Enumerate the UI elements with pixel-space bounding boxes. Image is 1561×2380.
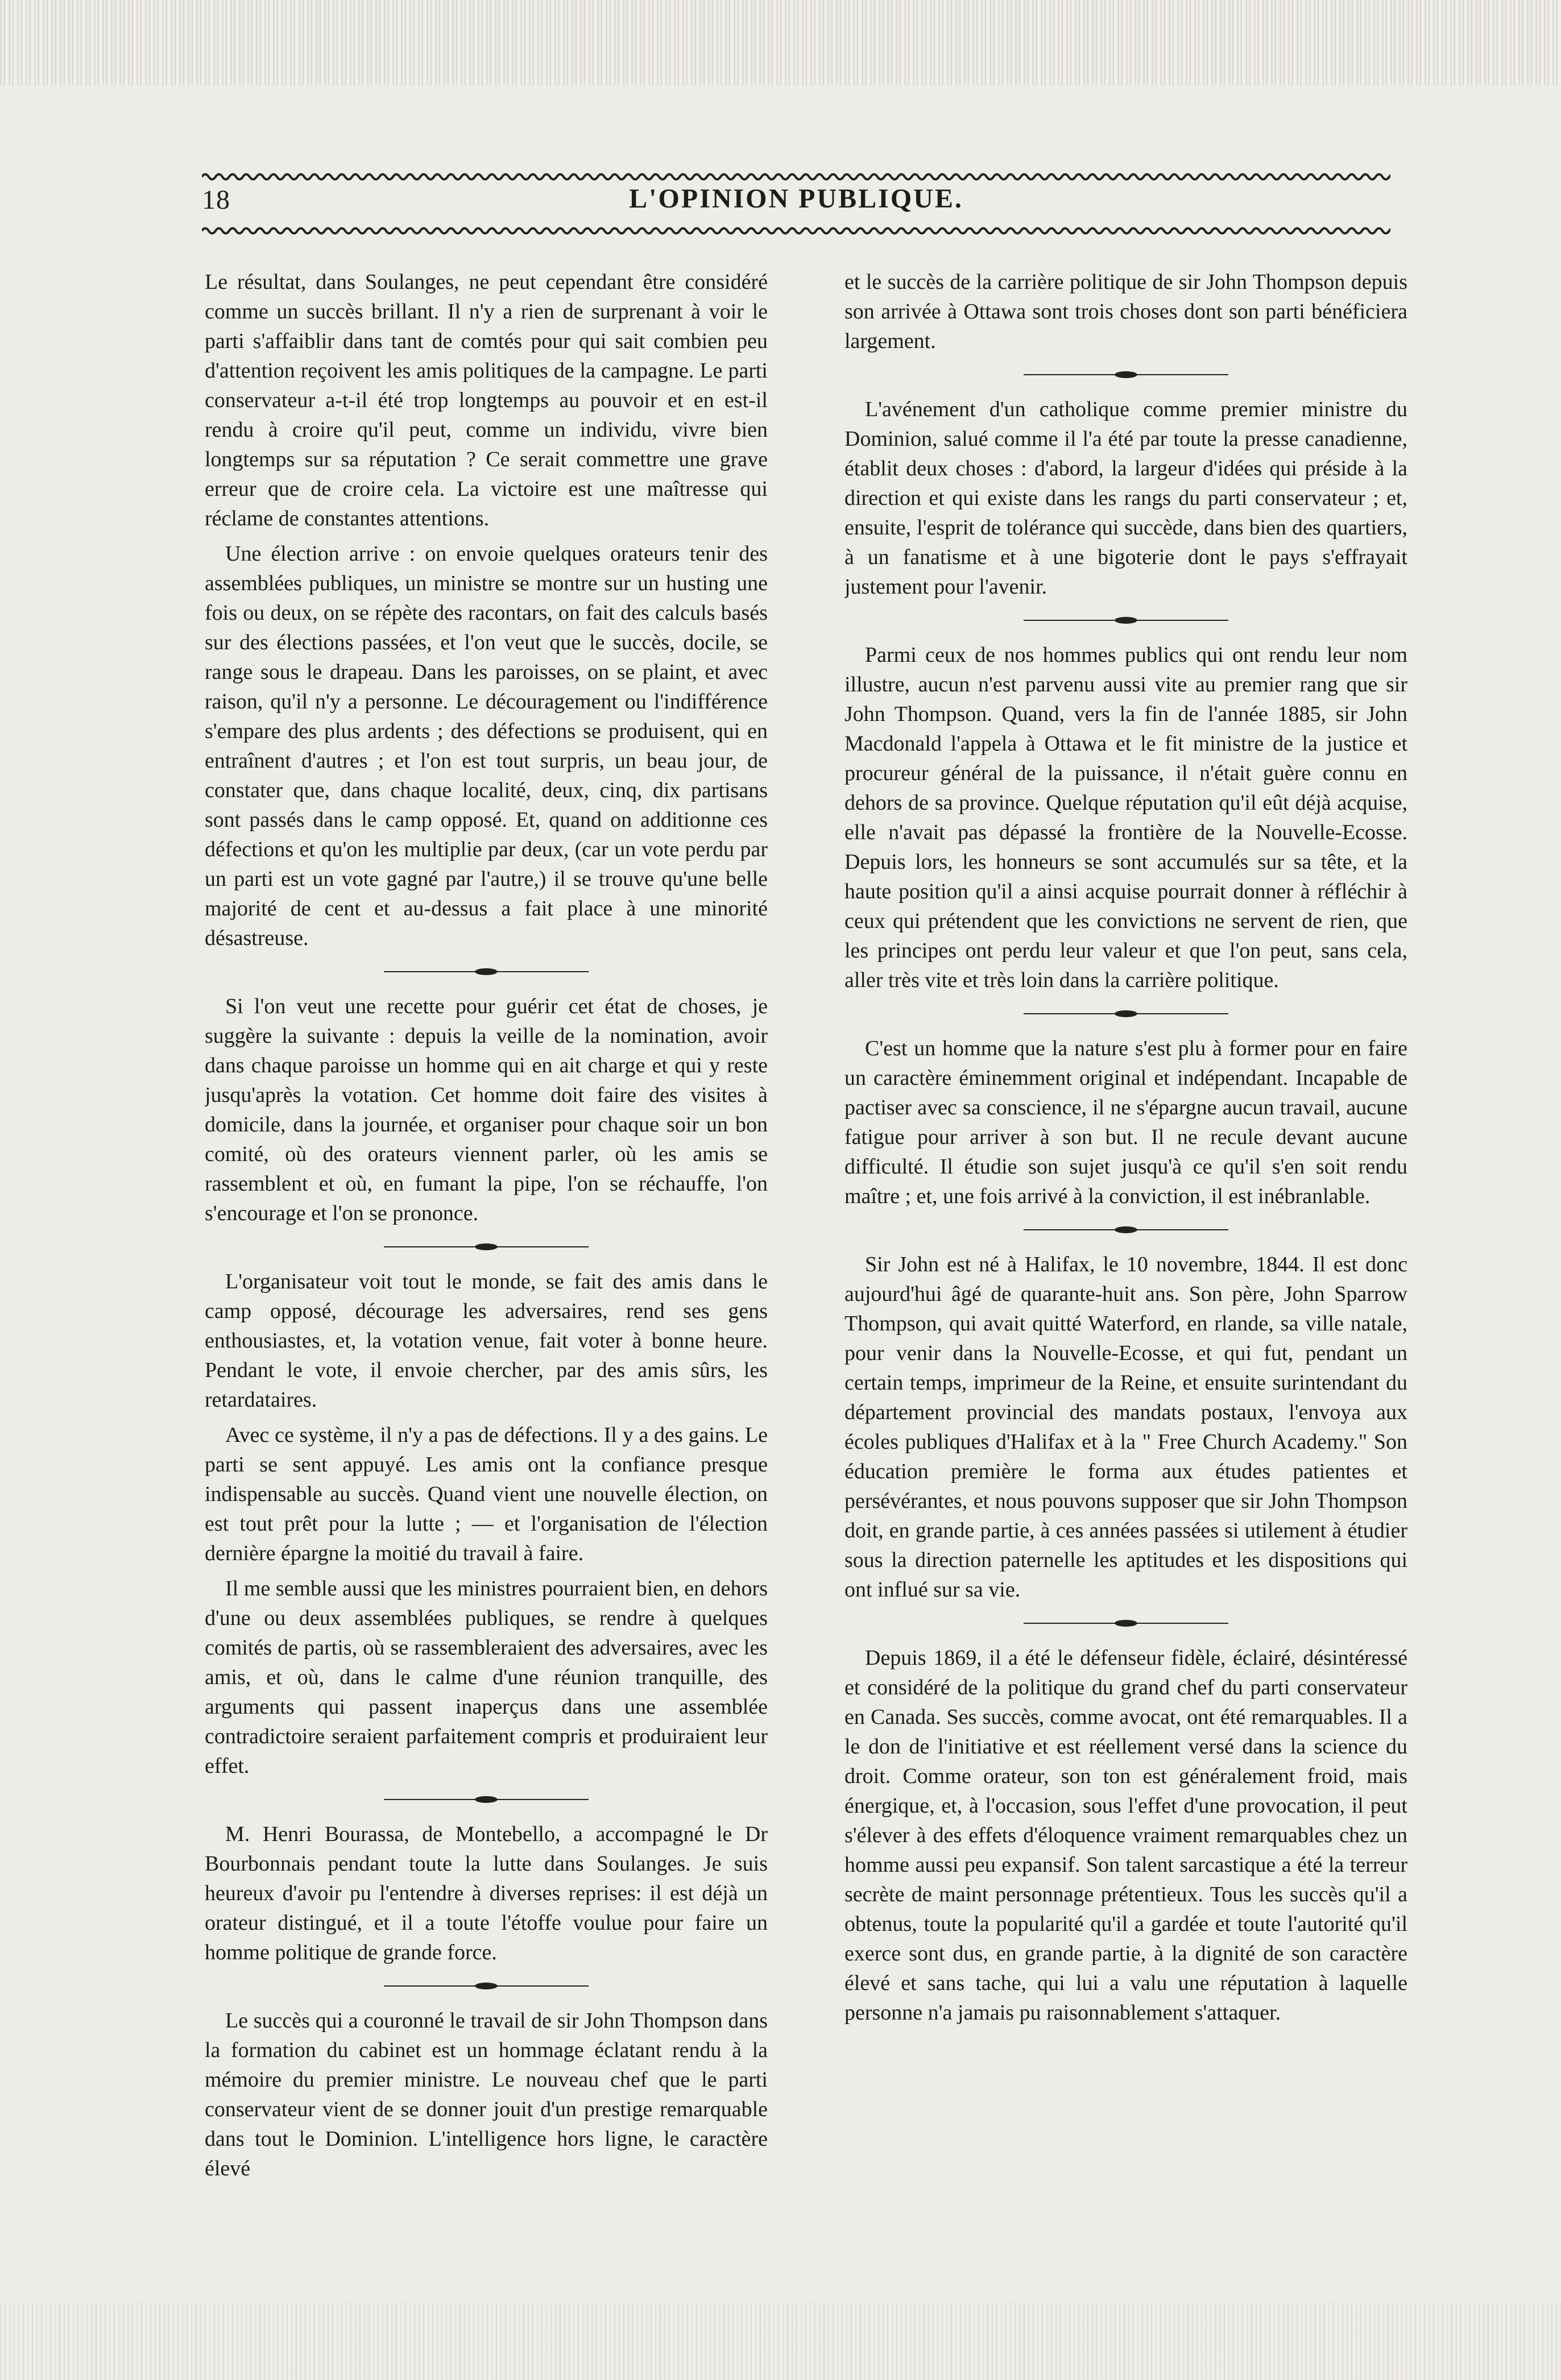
bottom-wavy-rule [202,225,1390,237]
paragraph: Avec ce système, il n'y a pas de défections. Il y a des gains. Le parti se sent appuyé. Les amis ont la confiance presque indispensable au succès. Quand vient une nouvelle élection, on est tout prêt pour la lutte ; — et l'organisation de l'élection dernière épargne la moitié du travail à faire. [205,1423,768,1565]
paragraph: Une élection arrive : on envoie quelques orateurs tenir des assemblées publiques, un ministre se montre sur un husting une fois ou deux, on se répète des racontars, on fait des calculs basés sur des élections passées, et l'on veut que le succès, docile, se range sous le drapeau. Dans les paroisses, on se plaint, et avec raison, qu'il n'y a personne. Le découragement ou l'indifférence s'empare des plus ardents ; des défections se produisent, qui en entraînent d'autres ; et l'on est tout surpris, un beau jour, de constater que, dans chaque localité, deux, cinq, dix partisans sont passés dans le camp opposé. Et, quand on additionne ces défections et qu'on les multiplie par deux, (car un vote perdu par un parti est un vote gagné par l'autre,) il se trouve qu'une belle majorité de cent et au-dessus a fait place à une minorité désastreuse. [205,542,768,950]
paragraph: Sir John est né à Halifax, le 10 novembre, 1844. Il est donc aujourd'hui âgé de quarante-huit ans. Son père, John Sparrow Thompson, qui avait quitté Waterford, en rlande, sa ville natale, pour venir dans la Nouvelle-Ecosse, et qui fut, pendant un certain temps, imprimeur de la Reine, et ensuite surintendant du département provincial des mandats postaux, l'envoya aux écoles publiques d'Halifax et à la " Free Church Academy." Son éducation première le forma aux études patientes et persévérantes, et nous pouvons supposer que sir John Thompson doit, en grande partie, à ces années passées si utilement à étudier sous la direction paternelle les aptitudes et les dispositions qui ont influé sur sa vie. [844,1253,1407,1602]
running-head-title: L'OPINION PUBLIQUE. [629,184,963,214]
paragraph: et le succès de la carrière politique de sir John Thompson depuis son arrivée à Ottawa sont trois choses dont son parti bénéficiera largement. [844,270,1407,353]
section-separator [1024,616,1228,624]
scan-noise-bottom [0,2303,1561,2380]
section-separator [1024,1010,1228,1018]
paragraph: Il me semble aussi que les ministres pourraient bien, en dehors d'une ou deux assemblées publiques, se rendre à quelques comités de partis, où se rassembleraient des adversaires, avec les amis, et où, dans le calme d'une réunion tranquille, des arguments qui passent inaperçus dans une assemblée contradictoire seraient parfaitement compris et produiraient leur effet. [205,1577,768,1778]
paragraph: L'avénement d'un catholique comme premier ministre du Dominion, salué comme il l'a été par toute la presse canadienne, établit deux choses : d'abord, la largeur d'idées qui préside à la direction et qui existe dans les rangs du parti conservateur ; et, ensuite, l'esprit de tolérance qui succède, dans bien des quartiers, à un fanatisme et à une bigoterie dont le pays s'effrayait justement pour l'avenir. [844,397,1407,599]
section-separator [384,1243,589,1251]
section-separator [1024,1619,1228,1627]
paragraph: C'est un homme que la nature s'est plu à former pour en faire un caractère éminemment original et indépendant. Incapable de pactiser avec sa conscience, il ne s'épargne aucun travail, aucune fatigue pour arriver à son but. Il ne recule devant aucune difficulté. Il étudie son sujet jusqu'à ce qu'il s'en soit rendu maître ; et, une fois arrivé à la conviction, il est inébranlable. [844,1036,1407,1208]
paragraph: Depuis 1869, il a été le défenseur fidèle, éclairé, désintéressé et considéré de la politique du grand chef du parti conservateur en Canada. Ses succès, comme avocat, ont été remarquables. Il a le don de l'initiative et est réellement versé dans la science du droit. Comme orateur, son ton est généralement froid, mais énergique, et, à l'occasion, sous l'effet d'une provocation, il peut s'élever à des effets d'éloquence vraiment remarquables chez un homme aussi peu expansif. Son talent sarcastique a été la terreur secrète de maint personnage prétentieux. Tous les succès qu'il a obtenus, toute la popularité qu'il a gardée et toute l'autorité qu'il exerce sont dus, en grande partie, à la dignité de son caractère élevé et sans tache, qui lui a valu une réputation à laquelle personne n'a jamais pu raisonnablement s'attaquer. [844,1646,1407,2025]
paragraph: Le succès qui a couronné le travail de sir John Thompson dans la formation du cabinet est un hommage éclatant rendu à la mémoire du premier ministre. Le nouveau chef que le parti conservateur vient de se donner jouit d'un prestige remarquable dans tout le Dominion. L'intelligence hors ligne, le caractère élevé [205,2009,768,2180]
page-number: 18 [202,185,230,215]
left-column [205,267,768,2269]
paragraph: Le résultat, dans Soulanges, ne peut cependant être considéré comme un succès brillant. Il n'y a rien de surprenant à voir le parti s'affaiblir dans tant de comtés pour qui sait combien peu d'attention reçoivent les amis politiques de la campagne. Le parti conservateur a-t-il été trop longtemps au pouvoir et en est-il rendu à croire qu'il peut, comme un individu, vivre bien longtemps sur sa réputation ? Ce serait commettre une grave erreur que de croire cela. La victoire est une maîtresse qui réclame de constantes attentions. [205,270,768,530]
section-separator [384,1796,589,1803]
section-separator [1024,371,1228,379]
section-separator [384,968,589,976]
paragraph: Parmi ceux de nos hommes publics qui ont rendu leur nom illustre, aucun n'est parvenu aussi vite au premier rang que sir John Thompson. Quand, vers la fin de l'année 1885, sir John Macdonald l'appela à Ottawa et le fit ministre de la justice et procureur général de la puissance, il n'était guère connu en dehors de sa province. Quelque réputation qu'il eût déjà acquise, elle n'avait pas dépassé la frontière de la Nouvelle-Ecosse. Depuis lors, les honneurs se sont accumulés sur sa tête, et la haute position qu'il a ainsi acquise pourrait donner à réfléchir à ceux qui prétendent que les convictions ne servent de rien, que les principes ont perdu leur valeur et que l'on peut, sans cela, aller très vite et très loin dans la carrière politique. [844,643,1407,992]
paragraph: L'organisateur voit tout le monde, se fait des amis dans le camp opposé, décourage les adversaires, rend ses gens enthousiastes, et, la votation venue, fait voter à bonne heure. Pendant le vote, il envoie chercher, par des amis sûrs, les retardataires. [205,1270,768,1412]
section-separator [384,1982,589,1990]
section-separator [1024,1226,1228,1234]
paragraph: Si l'on veut une recette pour guérir cet état de choses, je suggère la suivante : depuis la veille de la nomination, avoir dans chaque paroisse un homme qui en ait charge et qui y reste jusqu'après la votation. Cet homme doit faire des visites à domicile, dans la journée, et organiser pour chaque soir un bon comité, où des orateurs viennent parler, où les amis se rassemblent et où, en fumant la pipe, l'on se réchauffe, l'on s'encourage et l'on se prononce. [205,994,768,1225]
page-header [202,181,1390,221]
scan-noise-top [0,0,1561,85]
paragraph: M. Henri Bourassa, de Montebello, a accompagné le Dr Bourbonnais pendant toute la lutte dans Soulanges. Je suis heureux d'avoir pu l'entendre à diverses reprises: il est déjà un orateur distingué, et il a toute l'étoffe voulue pour faire un homme politique de grande force. [205,1822,768,1964]
right-column [844,267,1407,2269]
